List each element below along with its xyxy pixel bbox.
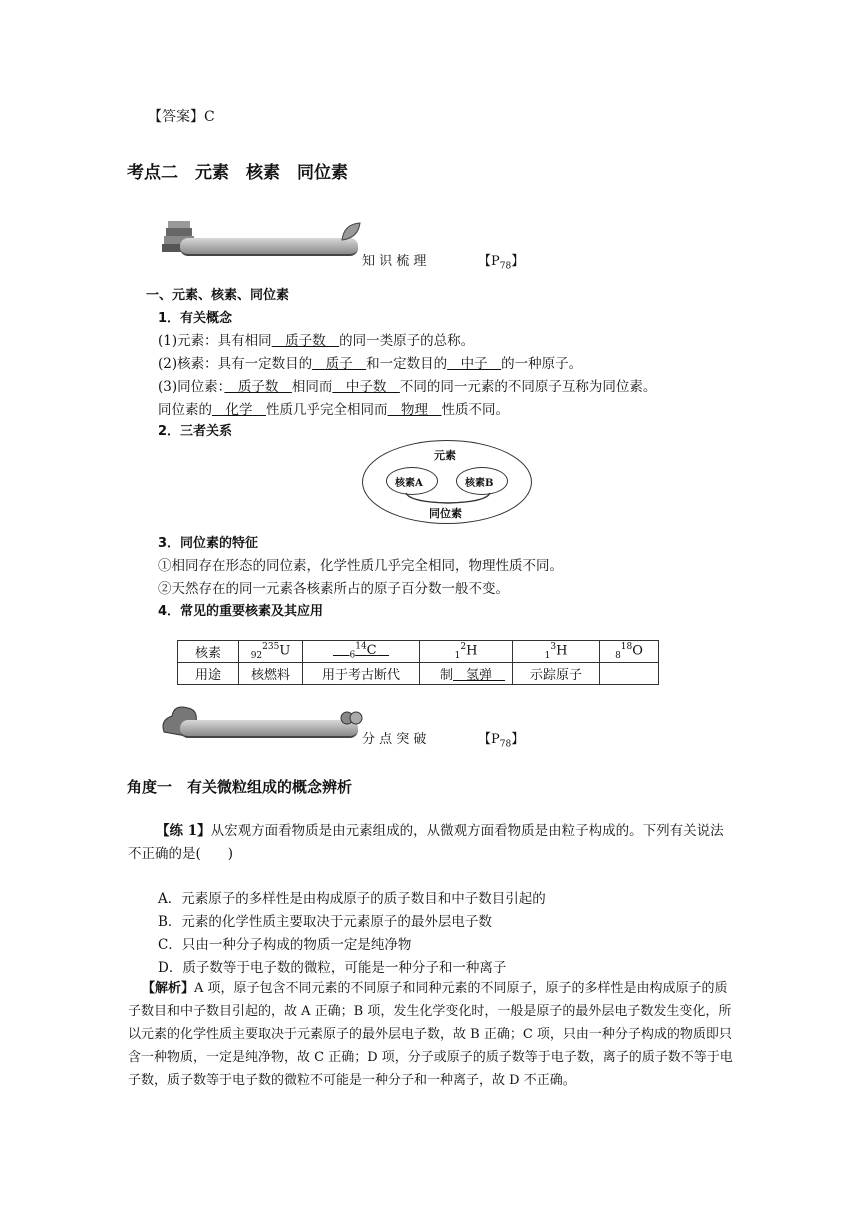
diagram-isotope-label: 同位素 — [429, 507, 462, 520]
option-d: D．质子数等于电子数的微粒，可能是一种分子和一种离子 — [158, 960, 507, 976]
table-cell: 核燃料 — [239, 663, 303, 685]
table-cell: $_8^{18}$O — [600, 641, 659, 663]
table-cell: $_1^3$H — [513, 641, 600, 663]
table-row — [178, 641, 659, 663]
diagram-element-label: 元素 — [434, 449, 456, 462]
option-c: C．只由一种分子构成的物质一定是纯净物 — [158, 937, 412, 953]
table-cell: 用于考古断代 — [303, 663, 420, 685]
option-b: B．元素的化学性质主要取决于元素原子的最外层电子数 — [158, 914, 492, 930]
page-ref: 【$P_{78}$】 — [478, 254, 525, 272]
table-cell: 制 氢弹 — [420, 663, 513, 685]
table-row — [178, 663, 659, 685]
heading-1-2: 2．三者关系 — [158, 424, 233, 439]
banner-bar — [180, 720, 358, 738]
feature-1: ①相同存在形态的同位素，化学性质几乎完全相同，物理性质不同。 — [158, 558, 563, 574]
heading-1-4: 4．常见的重要核素及其应用 — [158, 604, 324, 619]
heading-1-1: 1．有关概念 — [158, 311, 233, 326]
concept-nuclide: (2)核素：具有一定数目的 质子 和一定数目的 中子 的一种原子。 — [158, 356, 583, 372]
concept-isotope-properties: 同位素的 化学 性质几乎完全相同而 物理 性质不同。 — [158, 402, 509, 418]
table-cell: $_1^2$H — [420, 641, 513, 663]
knowledge-banner — [160, 220, 530, 272]
table-cell — [600, 663, 659, 685]
table-cell: $_6^{14}$C — [303, 641, 420, 663]
answer-line: 【答案】C — [148, 109, 215, 125]
feature-2: ②天然存在的同一元素各核素所占的原子百分数一般不变。 — [158, 581, 509, 597]
heading-1-3: 3．同位素的特征 — [158, 536, 259, 551]
leaf-icon — [338, 220, 364, 246]
concept-isotope: (3)同位素： 质子数 相同而 中子数 不同的同一元素的不同原子互称为同位素。 — [158, 379, 657, 395]
concept-element: (1)元素：具有相同 质子数 的同一类原子的总称。 — [158, 333, 475, 349]
banner-label: 知 识 梳 理 — [362, 254, 427, 269]
diagram-nuclide-b-label: 核素B — [465, 478, 494, 489]
heading-1: 一、元素、核素、同位素 — [146, 288, 290, 303]
fruit-icon — [338, 704, 364, 730]
breakthrough-banner — [160, 702, 530, 750]
table-cell: 用途 — [178, 663, 239, 685]
section-title: 考点二 元素 核素 同位素 — [127, 163, 348, 183]
analysis: 【解析】A 项，原子包含不同元素的不同原子和同种元素的不同原子，原子的多样性是由构成原子的质子数目和中子数目引起的，故 A 正确；B 项，发生化学变化时，一般是原子的最外层电子数发生变化，所以元素的化学性质主要取决于元素原子的最外层电子数，故 B 正确；C 项，只由一种分子构成的物质即只含一种物质，一定是纯净物，故 C 正确；D 项，分子或原子的质子数等于电子数，离子的质子数不等于电子数，质子数等于电子数的微粒不可能是一种分子和一种离子，故 D 不正确。 — [128, 981, 733, 1088]
table-cell: 示踪原子 — [513, 663, 600, 685]
page-ref: 【$P_{78}$】 — [478, 732, 525, 750]
nuclide-table — [177, 640, 659, 685]
diagram-nuclide-a-label: 核素A — [395, 478, 423, 489]
banner-label: 分 点 突 破 — [362, 732, 427, 747]
table-cell: $_{92}^{235}$U — [239, 641, 303, 663]
option-a: A．元素原子的多样性是由构成原子的质子数目和中子数目引起的 — [158, 891, 546, 907]
question: 【练 1】从宏观方面看物质是由元素组成的，从微观方面看物质是由粒子构成的。下列有关说法不正确的是( ) — [128, 823, 724, 862]
banner-bar — [180, 238, 358, 256]
table-cell: 核素 — [178, 641, 239, 663]
angle-title: 角度一 有关微粒组成的概念辨析 — [127, 778, 353, 796]
